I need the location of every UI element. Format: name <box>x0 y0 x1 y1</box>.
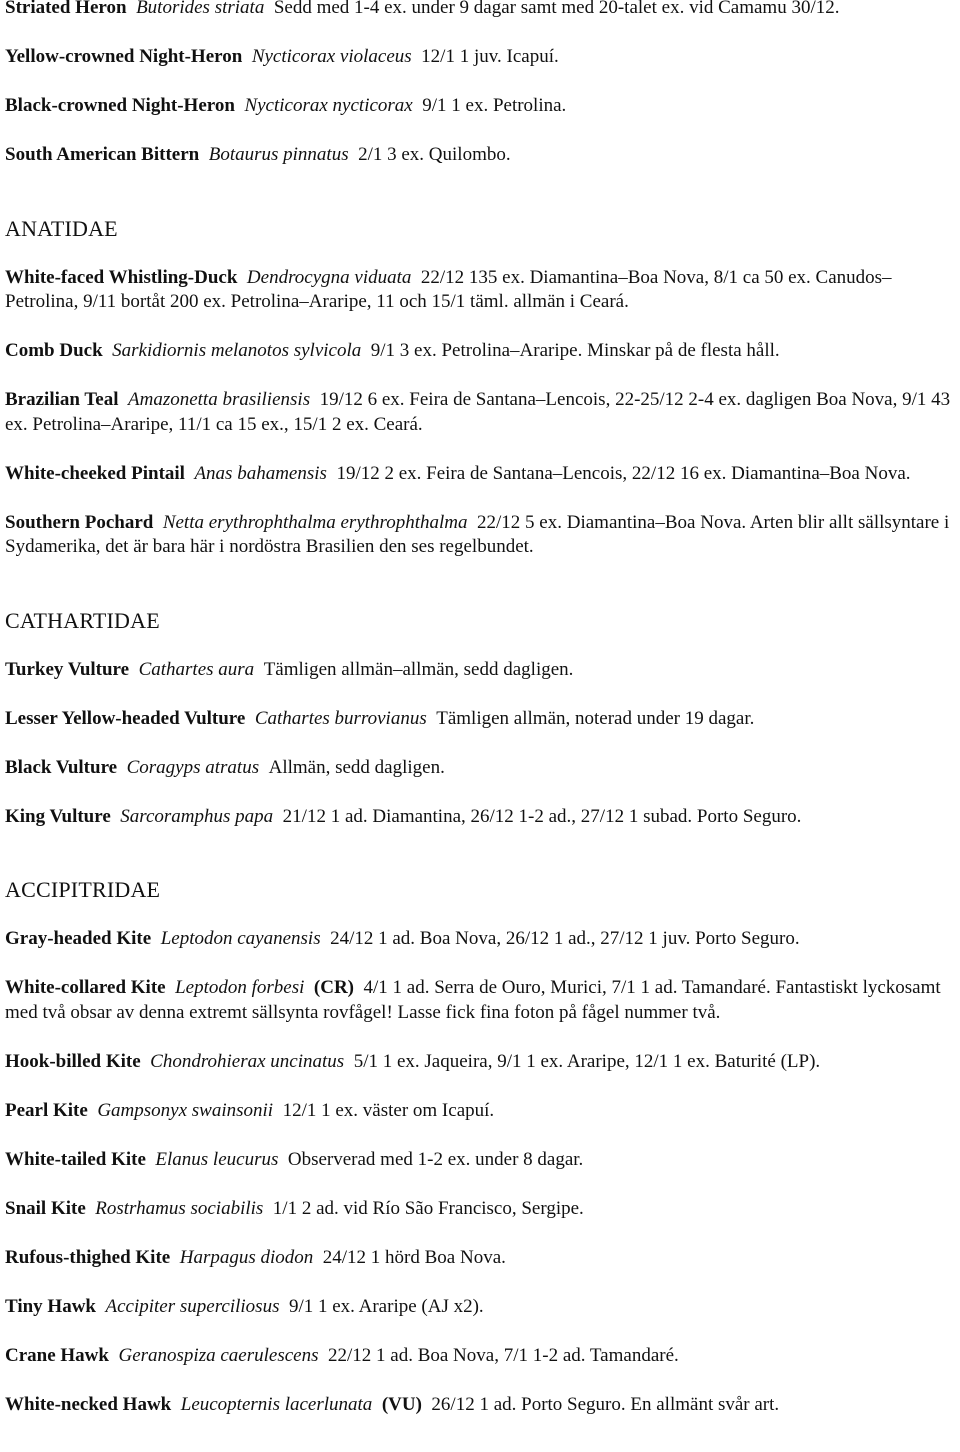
observation-text: 9/1 1 ex. Petrolina. <box>422 95 567 116</box>
species-entry-white-necked-hawk <box>5 1393 955 1418</box>
scientific-name: Anas bahamensis <box>194 462 327 484</box>
species-entry-south-american-bittern <box>5 143 955 168</box>
common-name: Pearl Kite <box>5 1099 88 1121</box>
species-entry-white-cheeked-pintail <box>5 462 955 487</box>
common-name: Crane Hawk <box>5 1344 109 1366</box>
common-name: Lesser Yellow-headed Vulture <box>5 707 246 729</box>
species-entry-lesser-yellow-headed-vulture <box>5 707 955 732</box>
common-name: Gray-headed Kite <box>5 928 152 949</box>
observation-text: 24/12 1 ad. Boa Nova, 26/12 1 ad., 27/12 1 juv. Porto Seguro. <box>330 928 800 949</box>
species-entry-snail-kite <box>5 1197 955 1222</box>
observation-text: 19/12 2 ex. Feira de Santana–Lencois, 22/12 16 ex. Diamantina–Boa Nova. <box>336 462 911 484</box>
observation-text: Sedd med 1-4 ex. under 9 dagar samt med 20-talet ex. vid Camamu 30/12. <box>273 0 840 18</box>
common-name: King Vulture <box>5 805 111 827</box>
scientific-name: Harpagus diodon <box>179 1246 314 1268</box>
scientific-name: Geranospiza caerulescens <box>118 1344 319 1366</box>
observation-text: 12/1 1 juv. Icapuí. <box>421 46 559 67</box>
family-heading-cathartidae: CATHARTIDAE <box>5 607 160 633</box>
species-entry-white-collared-kite <box>5 976 955 1025</box>
common-name: Black Vulture <box>5 756 118 778</box>
common-name: Yellow-crowned Night-Heron <box>5 46 243 67</box>
observation-text: 22/12 5 ex. Diamantina–Boa Nova. Arten blir allt sällsyntare i Sydamerika, det är bara här i nordöstra Brasilien den ses regelbundet. <box>5 511 950 557</box>
common-name: Southern Pochard <box>5 511 154 533</box>
observation-text: 22/12 1 ad. Boa Nova, 7/1 1-2 ad. Tamandaré. <box>327 1344 679 1366</box>
conservation-status: (CR) <box>313 977 355 998</box>
observation-text: 1/1 2 ad. vid Río São Francisco, Sergipe. <box>272 1197 584 1219</box>
species-entry-crane-hawk <box>5 1344 955 1369</box>
observation-text: Tämligen allmän, noterad under 19 dagar. <box>436 707 755 729</box>
species-entry-turkey-vulture <box>5 658 955 683</box>
common-name: Hook-billed Kite <box>5 1050 141 1072</box>
scientific-name: Botaurus pinnatus <box>208 144 349 165</box>
species-entry-black-crowned-night-heron <box>5 94 955 119</box>
observation-text: 5/1 1 ex. Jaqueira, 9/1 1 ex. Araripe, 12/1 1 ex. Baturité (LP). <box>353 1050 821 1072</box>
species-entry-tiny-hawk <box>5 1295 955 1320</box>
common-name: White-collared Kite <box>5 977 166 998</box>
conservation-status: (VU) <box>381 1393 422 1415</box>
species-entry-white-tailed-kite <box>5 1148 955 1173</box>
species-entry-comb-duck <box>5 339 955 364</box>
scientific-name: Dendrocygna viduata <box>246 266 412 288</box>
scientific-name: Nycticorax nycticorax <box>244 95 413 116</box>
species-entry-yellow-crowned-night-heron <box>5 45 955 70</box>
common-name: Tiny Hawk <box>5 1295 96 1317</box>
common-name: Brazilian Teal <box>5 389 119 410</box>
common-name: White-necked Hawk <box>5 1393 172 1415</box>
common-name: Rufous-thighed Kite <box>5 1246 171 1268</box>
observation-text: Tämligen allmän–allmän, sedd dagligen. <box>263 658 574 680</box>
observation-text: 24/12 1 hörd Boa Nova. <box>322 1246 506 1268</box>
scientific-name: Nycticorax violaceus <box>251 46 412 67</box>
common-name: South American Bittern <box>5 144 200 165</box>
observation-text: 19/12 6 ex. Feira de Santana–Lencois, 22-25/12 2-4 ex. dagligen Boa Nova, 9/1 43 ex. Petrolina–Araripe, 11/1 ca 15 ex., 15/1 2 ex. Ceará. <box>5 389 951 435</box>
scientific-name: Accipiter superciliosus <box>105 1295 280 1317</box>
scientific-name: Gampsonyx swainsonii <box>97 1099 274 1121</box>
common-name: White-faced Whistling-Duck <box>5 266 238 288</box>
scientific-name: Butorides striata <box>136 0 265 18</box>
species-entry-hook-billed-kite <box>5 1050 955 1075</box>
observation-text: 21/12 1 ad. Diamantina, 26/12 1-2 ad., 27/12 1 subad. Porto Seguro. <box>282 805 802 827</box>
species-entry-black-vulture <box>5 756 955 781</box>
common-name: White-cheeked Pintail <box>5 462 185 484</box>
family-heading-accipitridae: ACCIPITRIDAE <box>5 877 161 902</box>
scientific-name: Cathartes aura <box>138 658 255 680</box>
common-name: Comb Duck <box>5 340 103 361</box>
species-entry-brazilian-teal <box>5 388 955 437</box>
observation-text: 4/1 1 ad. Serra de Ouro, Murici, 7/1 1 ad. Tamandaré. Fantastiskt lyckosamt med två obsar av denna extremt sällsynta rovfågel! Lasse fick fina foton på fågel nummer två. <box>5 977 941 1023</box>
species-entry-southern-pochard <box>5 511 955 560</box>
observation-text: 12/1 1 ex. väster om Icapuí. <box>282 1099 495 1121</box>
species-entry-pearl-kite <box>5 1099 955 1124</box>
observation-text: Observerad med 1-2 ex. under 8 dagar. <box>287 1148 584 1170</box>
species-entry-gray-headed-kite <box>5 927 955 952</box>
observation-text: 26/12 1 ad. Porto Seguro. En allmänt svår art. <box>431 1393 780 1415</box>
scientific-name: Leptodon forbesi <box>175 977 305 998</box>
common-name: White-tailed Kite <box>5 1148 146 1170</box>
observation-text: 2/1 3 ex. Quilombo. <box>358 144 511 165</box>
scientific-name: Amazonetta brasiliensis <box>128 389 311 410</box>
common-name: Snail Kite <box>5 1197 86 1219</box>
observation-text: Allmän, sedd dagligen. <box>268 756 445 778</box>
species-list-document <box>5 0 955 1442</box>
scientific-name: Sarkidiornis melanotos sylvicola <box>112 340 362 361</box>
scientific-name: Sarcoramphus papa <box>120 805 274 827</box>
observation-text: 9/1 3 ex. Petrolina–Araripe. Minskar på de flesta håll. <box>370 340 780 361</box>
scientific-name: Leucopternis lacerlunata <box>180 1393 373 1415</box>
observation-text: 22/12 135 ex. Diamantina–Boa Nova, 8/1 ca 50 ex. Canudos–Petrolina, 9/11 bortåt 200 ex. Petrolina–Araripe, 11 och 15/1 täml. allmän i Ceará. <box>5 266 892 312</box>
scientific-name: Coragyps atratus <box>126 756 260 778</box>
species-entry-rufous-thighed-kite <box>5 1246 955 1271</box>
scientific-name: Elanus leucurus <box>155 1148 279 1170</box>
scientific-name: Cathartes burrovianus <box>254 707 427 729</box>
observation-text: 9/1 1 ex. Araripe (AJ x2). <box>288 1295 484 1317</box>
scientific-name: Chondrohierax uncinatus <box>150 1050 345 1072</box>
scientific-name: Rostrhamus sociabilis <box>95 1197 264 1219</box>
species-entry-white-faced-whistling-duck <box>5 266 955 315</box>
common-name: Turkey Vulture <box>5 658 130 680</box>
common-name: Black-crowned Night-Heron <box>5 95 235 116</box>
scientific-name: Leptodon cayanensis <box>160 928 321 949</box>
species-entry-king-vulture <box>5 805 955 830</box>
family-heading-anatidae: ANATIDAE <box>5 215 118 241</box>
scientific-name: Netta erythrophthalma erythrophthalma <box>162 511 468 533</box>
common-name: Striated Heron <box>5 0 127 18</box>
species-entry-striated-heron <box>5 0 955 21</box>
